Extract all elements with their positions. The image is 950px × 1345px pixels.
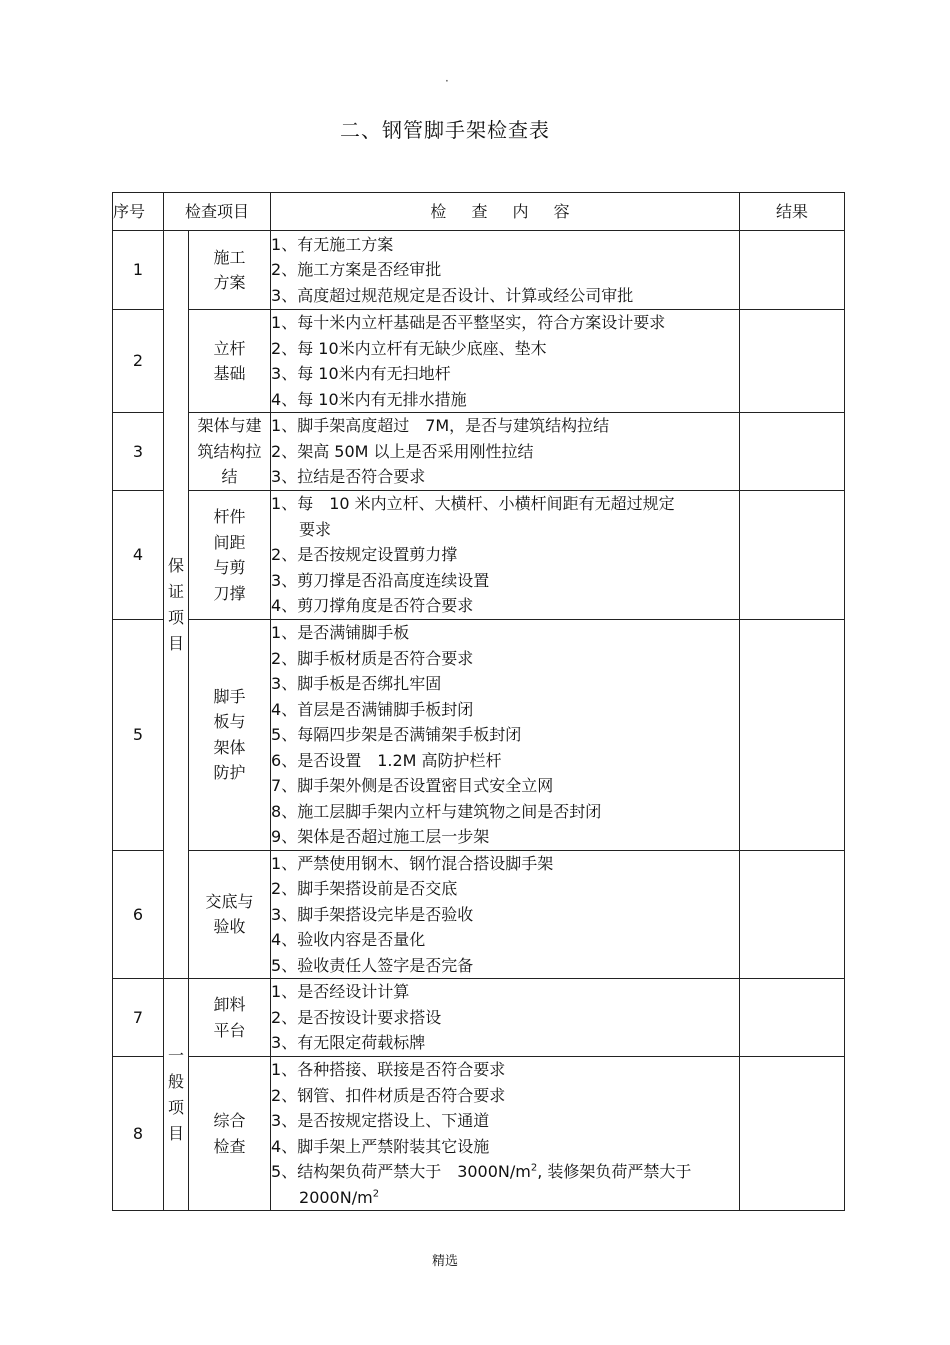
result-cell[interactable] <box>740 1057 845 1211</box>
content-line: 3、是否按规定搭设上、下通道 <box>271 1111 490 1130</box>
content-line: 3、脚手架搭设完毕是否验收 <box>271 904 474 924</box>
content-line: 9、架体是否超过施工层一步架 <box>271 827 490 846</box>
content-line: 1、严禁使用钢木、钢竹混合搭设脚手架 <box>271 853 554 873</box>
row-number: 7 <box>113 979 164 1057</box>
header-result: 结果 <box>740 193 845 231</box>
page-dot: · <box>445 74 449 88</box>
check-item-label: 脚手板与架体防护 <box>213 686 246 783</box>
content-line: 8、施工层脚手架内立杆与建筑物之间是否封闭 <box>271 801 602 821</box>
header-content-label: 检 查 内 容 <box>430 201 580 221</box>
content-line: 2、脚手架搭设前是否交底 <box>271 879 458 898</box>
header-item: 检查项目 <box>164 193 271 231</box>
content-line: 5、验收责任人签字是否完备 <box>271 955 474 975</box>
content-line: 1、是否满铺脚手板 <box>271 623 410 642</box>
content-line: 2、每 10米内立杆有无缺少底座、垫木 <box>271 338 547 358</box>
content-line: 3、脚手板是否绑扎牢固 <box>271 674 442 693</box>
check-content <box>271 850 740 979</box>
content-line: 2、钢管、扣件材质是否符合要求 <box>271 1085 506 1105</box>
check-item <box>189 491 271 620</box>
content-line: 2、施工方案是否经审批 <box>271 260 442 280</box>
check-content <box>271 1057 740 1211</box>
row-number: 5 <box>113 620 164 851</box>
check-content <box>271 310 740 413</box>
table-row <box>113 850 845 979</box>
content-line: 3、每 10米内有无扫地杆 <box>271 364 451 383</box>
content-line: 4、剪刀撑角度是否符合要求 <box>271 596 474 616</box>
check-content <box>271 231 740 310</box>
content-line-continued <box>271 1185 739 1211</box>
check-item-label: 卸料平台 <box>213 995 246 1040</box>
check-item-label: 杆件间距与剪刀撑 <box>213 507 246 603</box>
header-row <box>113 193 845 231</box>
load-limit-text: 5、结构架负荷严禁大于 3000N/m <box>271 1162 531 1181</box>
check-item <box>189 310 271 413</box>
page-footer: 精选 <box>431 1254 458 1269</box>
check-item <box>189 850 271 979</box>
row-number: 2 <box>113 310 164 413</box>
table-row <box>113 979 845 1057</box>
result-cell[interactable] <box>740 413 845 491</box>
header-content <box>271 193 740 231</box>
table-row <box>113 1057 845 1211</box>
load-limit-text-suffix: , 装修架负荷严禁大于 <box>537 1162 692 1181</box>
header-no: 序号 <box>113 193 164 231</box>
group-guarantee-label: 保证项目 <box>167 555 184 653</box>
content-line: 2、脚手板材质是否符合要求 <box>271 648 474 668</box>
table-row <box>113 491 845 620</box>
check-item <box>189 413 271 491</box>
row-number: 3 <box>113 413 164 491</box>
result-cell[interactable] <box>740 310 845 413</box>
superscript: 2 <box>372 1188 380 1200</box>
result-cell[interactable] <box>740 620 845 851</box>
content-line: 1、是否经设计计算 <box>271 982 410 1002</box>
content-line: 1、各种搭接、联接是否符合要求 <box>271 1060 506 1079</box>
check-item <box>189 979 271 1057</box>
check-content <box>271 491 740 620</box>
group-general <box>164 979 189 1211</box>
inspection-table <box>112 192 845 1211</box>
row-number: 4 <box>113 491 164 620</box>
check-item-label: 立杆基础 <box>213 338 246 383</box>
content-line-continued: 要求 <box>299 519 332 539</box>
check-item-label: 综合检查 <box>213 1111 246 1156</box>
content-line: 1、脚手架高度超过 7M，是否与建筑结构拉结 <box>271 416 610 436</box>
check-content <box>271 979 740 1057</box>
content-line: 3、剪刀撑是否沿高度连续设置 <box>271 570 490 590</box>
superscript: 2 <box>530 1162 538 1174</box>
content-line: 5、每隔四步架是否满铺架手板封闭 <box>271 725 522 744</box>
content-line <box>271 1159 739 1185</box>
group-general-label: 一般项目 <box>167 1045 184 1143</box>
content-line: 6、是否设置 1.2M 高防护栏杆 <box>271 750 502 770</box>
result-cell[interactable] <box>740 491 845 620</box>
content-line: 3、高度超过规范规定是否设计、计算或经公司审批 <box>271 285 634 305</box>
check-item-label: 交底与验收 <box>205 891 254 937</box>
page-title: 二、钢管脚手架检查表 <box>340 118 550 142</box>
check-content <box>271 620 740 851</box>
table-row <box>113 620 845 851</box>
check-item-label: 施工方案 <box>213 247 246 292</box>
check-item <box>189 231 271 310</box>
check-item <box>189 620 271 851</box>
check-content <box>271 413 740 491</box>
result-cell[interactable] <box>740 850 845 979</box>
content-line: 4、验收内容是否量化 <box>271 930 426 949</box>
content-line: 4、每 10米内有无排水措施 <box>271 389 467 409</box>
content-line: 1、每 10 米内立杆、大横杆、小横杆间距有无超过规定 <box>271 494 675 514</box>
check-item-label: 架体与建筑结构拉结 <box>197 416 262 487</box>
row-number: 8 <box>113 1057 164 1211</box>
group-guarantee <box>164 231 189 979</box>
content-line: 3、拉结是否符合要求 <box>271 467 426 487</box>
content-line: 2、是否按设计要求搭设 <box>271 1007 442 1027</box>
content-line: 4、首层是否满铺脚手板封闭 <box>271 699 474 719</box>
row-number: 1 <box>113 231 164 310</box>
table-row <box>113 310 845 413</box>
result-cell[interactable] <box>740 231 845 310</box>
content-line: 1、有无施工方案 <box>271 234 394 254</box>
content-line: 2、是否按规定设置剪力撑 <box>271 545 458 565</box>
content-line: 3、有无限定荷载标牌 <box>271 1033 426 1053</box>
row-number: 6 <box>113 850 164 979</box>
result-cell[interactable] <box>740 979 845 1057</box>
content-line: 7、脚手架外侧是否设置密目式安全立网 <box>271 776 554 795</box>
table-row <box>113 413 845 491</box>
content-line: 4、脚手架上严禁附装其它设施 <box>271 1136 490 1156</box>
content-line: 1、每十米内立杆基础是否平整坚实，符合方案设计要求 <box>271 313 666 332</box>
check-item <box>189 1057 271 1211</box>
content-line: 2、架高 50M 以上是否采用刚性拉结 <box>271 441 534 461</box>
table-row <box>113 231 845 310</box>
load-limit-value: 2000N/m <box>299 1187 373 1207</box>
